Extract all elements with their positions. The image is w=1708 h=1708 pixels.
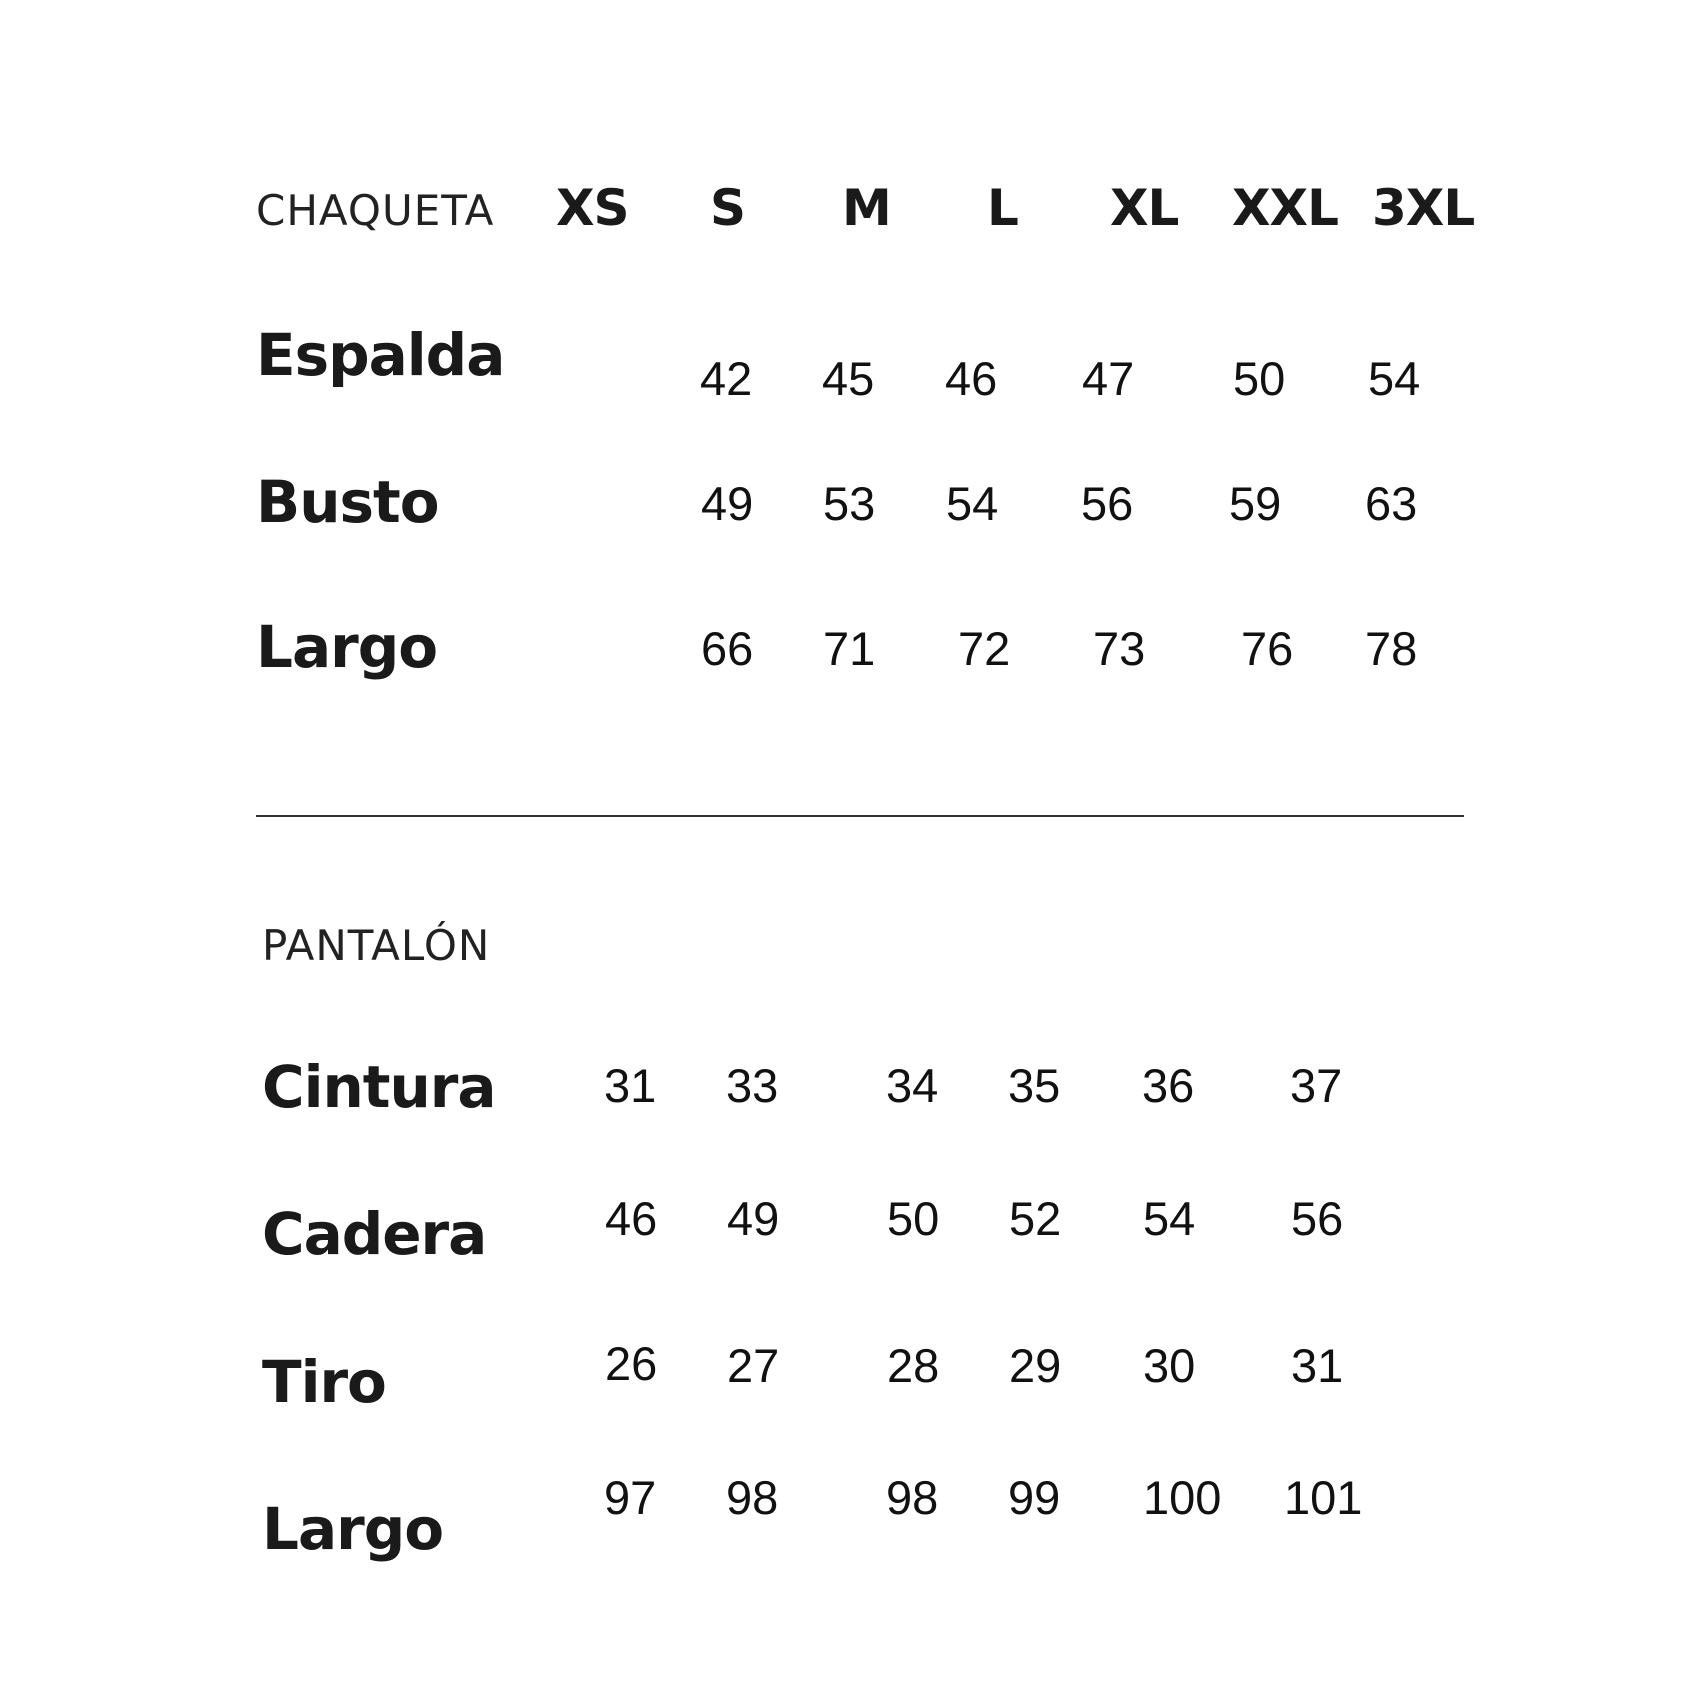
- size-header-xxl: XXL: [1232, 179, 1338, 237]
- jacket-cell-espalda-xl: 47: [1082, 352, 1135, 405]
- pants-cell-tiro-6: 31: [1291, 1339, 1344, 1392]
- pants-cell-largo-4: 99: [1008, 1471, 1061, 1524]
- pants-cell-cintura-1: 31: [604, 1059, 657, 1112]
- pants-row-label-largo: Largo: [262, 1495, 444, 1563]
- size-header-xl: XL: [1110, 179, 1179, 237]
- jacket-cell-largo-s: 66: [701, 622, 754, 675]
- jacket-row-label-busto: Busto: [256, 468, 439, 536]
- section-divider: [256, 815, 1464, 817]
- pants-cell-cintura-6: 37: [1290, 1059, 1343, 1112]
- jacket-row-label-espalda: Espalda: [256, 321, 505, 389]
- pants-cell-cintura-3: 34: [886, 1059, 939, 1112]
- jacket-row-label-largo: Largo: [256, 613, 438, 681]
- pants-cell-cadera-5: 54: [1143, 1192, 1196, 1245]
- size-header-3xl: 3XL: [1372, 179, 1475, 237]
- jacket-cell-largo-m: 71: [823, 622, 876, 675]
- pants-cell-tiro-3: 28: [887, 1339, 940, 1392]
- pants-cell-largo-1: 97: [604, 1471, 657, 1524]
- pants-cell-tiro-5: 30: [1143, 1339, 1196, 1392]
- pants-cell-largo-6: 101: [1284, 1471, 1363, 1524]
- jacket-cell-busto-xxl: 59: [1229, 477, 1282, 530]
- pants-cell-largo-5: 100: [1143, 1471, 1222, 1524]
- jacket-cell-busto-3xl: 63: [1365, 477, 1418, 530]
- size-header-xs: XS: [556, 179, 629, 237]
- pants-cell-tiro-4: 29: [1009, 1339, 1062, 1392]
- pants-row-label-cadera: Cadera: [262, 1200, 487, 1268]
- jacket-cell-espalda-xxl: 50: [1233, 352, 1286, 405]
- pants-row-label-cintura: Cintura: [262, 1053, 496, 1121]
- pants-cell-tiro-2: 27: [727, 1339, 780, 1392]
- jacket-cell-espalda-s: 42: [700, 352, 753, 405]
- jacket-cell-busto-xl: 56: [1081, 477, 1134, 530]
- pants-cell-cadera-2: 49: [727, 1192, 780, 1245]
- size-header-s: S: [710, 179, 746, 237]
- jacket-cell-busto-l: 54: [946, 477, 999, 530]
- pants-cell-tiro-1: 26: [605, 1337, 658, 1390]
- jacket-cell-largo-3xl: 78: [1365, 622, 1418, 675]
- pants-cell-cadera-1: 46: [605, 1192, 658, 1245]
- jacket-cell-busto-m: 53: [823, 477, 876, 530]
- jacket-cell-largo-xl: 73: [1093, 622, 1146, 675]
- jacket-cell-espalda-3xl: 54: [1368, 352, 1421, 405]
- size-header-l: L: [987, 179, 1018, 237]
- jacket-cell-largo-xxl: 76: [1241, 622, 1294, 675]
- pants-cell-largo-2: 98: [726, 1471, 779, 1524]
- pants-cell-cadera-6: 56: [1291, 1192, 1344, 1245]
- jacket-cell-espalda-l: 46: [945, 352, 998, 405]
- size-header-m: M: [842, 179, 891, 237]
- jacket-cell-largo-l: 72: [958, 622, 1011, 675]
- jacket-cell-espalda-m: 45: [822, 352, 875, 405]
- pants-cell-cintura-2: 33: [726, 1059, 779, 1112]
- pants-cell-cadera-3: 50: [887, 1192, 940, 1245]
- jacket-cell-busto-s: 49: [701, 477, 754, 530]
- pants-row-label-tiro: Tiro: [262, 1348, 386, 1416]
- pants-cell-cintura-5: 36: [1142, 1059, 1195, 1112]
- pants-section-title: PANTALÓN: [262, 921, 491, 970]
- pants-cell-largo-3: 98: [886, 1471, 939, 1524]
- pants-cell-cadera-4: 52: [1009, 1192, 1062, 1245]
- jacket-section-title: CHAQUETA: [256, 186, 495, 235]
- pants-cell-cintura-4: 35: [1008, 1059, 1061, 1112]
